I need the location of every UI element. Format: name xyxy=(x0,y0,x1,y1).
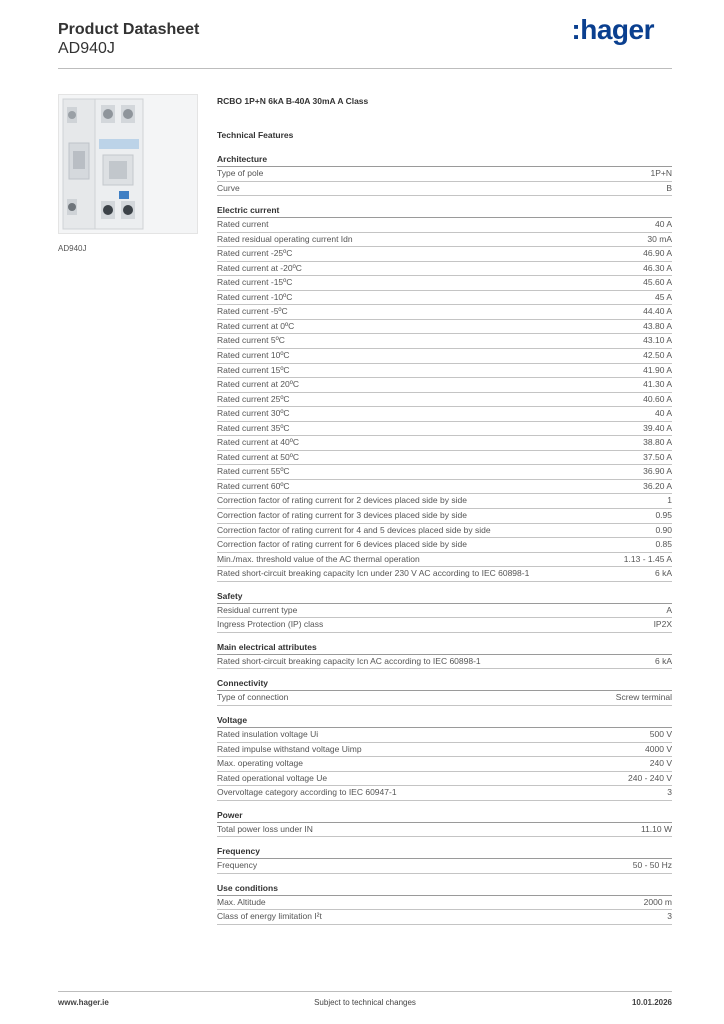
feature-row xyxy=(217,305,672,320)
feature-label: Rated current 30ºC xyxy=(217,408,290,419)
feature-row xyxy=(217,655,672,670)
feature-value: 38.80 A xyxy=(643,437,672,448)
feature-section xyxy=(217,809,672,838)
feature-value: 43.10 A xyxy=(643,335,672,346)
feature-label: Curve xyxy=(217,182,240,193)
feature-value: 36.20 A xyxy=(643,480,672,491)
product-image xyxy=(58,94,198,234)
feature-label: Rated current at 20ºC xyxy=(217,379,300,390)
feature-row xyxy=(217,567,672,582)
feature-row xyxy=(217,524,672,539)
feature-row xyxy=(217,276,672,291)
feature-value: 45.60 A xyxy=(643,277,672,288)
feature-row xyxy=(217,218,672,233)
page-footer xyxy=(58,998,672,1010)
feature-row xyxy=(217,436,672,451)
feature-label: Rated operational voltage Ue xyxy=(217,772,328,783)
feature-value: 37.50 A xyxy=(643,451,672,462)
feature-row xyxy=(217,553,672,568)
feature-value: Screw terminal xyxy=(615,692,672,703)
feature-row xyxy=(217,291,672,306)
feature-label: Rated short-circuit breaking capacity Icn under 230 V AC according to IEC 60898-1 xyxy=(217,568,530,579)
feature-row xyxy=(217,182,672,197)
feature-row xyxy=(217,691,672,706)
feature-label: Rated current 15ºC xyxy=(217,364,290,375)
feature-row xyxy=(217,167,672,182)
feature-row xyxy=(217,538,672,553)
feature-section xyxy=(217,590,672,633)
feature-label: Correction factor of rating current for 3 devices placed side by side xyxy=(217,510,467,521)
footer-date: 10.01.2026 xyxy=(631,998,672,1007)
feature-row xyxy=(217,465,672,480)
feature-value: 40 A xyxy=(654,219,672,230)
feature-value: 41.30 A xyxy=(643,379,672,390)
section-title: Architecture xyxy=(217,153,672,167)
feature-row xyxy=(217,786,672,801)
section-title: Main electrical attributes xyxy=(217,641,672,655)
feature-row xyxy=(217,823,672,838)
feature-label: Rated current at 50ºC xyxy=(217,451,300,462)
feature-value: 4000 V xyxy=(645,743,672,754)
feature-value: A xyxy=(666,604,672,615)
feature-label: Rated current 35ºC xyxy=(217,422,290,433)
product-code: AD940J xyxy=(58,40,115,57)
feature-row xyxy=(217,494,672,509)
feature-row xyxy=(217,451,672,466)
feature-row xyxy=(217,334,672,349)
feature-row xyxy=(217,618,672,633)
feature-label: Rated impulse withstand voltage Uimp xyxy=(217,743,362,754)
image-caption: AD940J xyxy=(58,244,87,253)
feature-row xyxy=(217,910,672,925)
technical-features-title: Technical Features xyxy=(217,130,294,140)
feature-section xyxy=(217,845,672,874)
feature-row xyxy=(217,772,672,787)
feature-row xyxy=(217,378,672,393)
page-header xyxy=(58,20,199,58)
feature-value: IP2X xyxy=(653,619,672,630)
section-title: Use conditions xyxy=(217,882,672,896)
feature-value: 0.90 xyxy=(655,524,672,535)
footer-divider xyxy=(58,991,672,992)
feature-value: 11.10 W xyxy=(640,823,672,834)
feature-row xyxy=(217,743,672,758)
feature-row xyxy=(217,604,672,619)
feature-label: Rated insulation voltage Ui xyxy=(217,728,319,739)
feature-row xyxy=(217,896,672,911)
feature-value: 46.90 A xyxy=(643,248,672,259)
feature-label: Class of energy limitation I²t xyxy=(217,911,322,922)
document-title: Product Datasheet xyxy=(58,21,200,38)
feature-label: Type of connection xyxy=(217,692,289,703)
feature-label: Rated current 60ºC xyxy=(217,480,290,491)
feature-value: 3 xyxy=(667,911,672,922)
feature-value: 39.40 A xyxy=(643,422,672,433)
feature-row xyxy=(217,393,672,408)
feature-row xyxy=(217,859,672,874)
section-title: Safety xyxy=(217,590,672,604)
feature-value: 3 xyxy=(667,787,672,798)
feature-section xyxy=(217,677,672,706)
feature-value: 30 mA xyxy=(647,233,672,244)
feature-value: 1P+N xyxy=(650,168,672,178)
hager-logo: :hager xyxy=(571,14,654,45)
feature-row xyxy=(217,233,672,248)
feature-row xyxy=(217,247,672,262)
feature-section xyxy=(217,153,672,196)
feature-value: 45 A xyxy=(654,291,672,302)
footer-website: www.hager.ie xyxy=(58,998,109,1007)
feature-value: B xyxy=(666,182,672,193)
feature-label: Rated current -15ºC xyxy=(217,277,293,288)
feature-label: Rated current 55ºC xyxy=(217,466,290,477)
feature-label: Correction factor of rating current for 2 devices placed side by side xyxy=(217,495,467,506)
feature-value: 1 xyxy=(667,495,672,506)
feature-label: Type of pole xyxy=(217,168,264,178)
feature-row xyxy=(217,407,672,422)
feature-label: Rated current 5ºC xyxy=(217,335,285,346)
section-title: Electric current xyxy=(217,204,672,218)
feature-row xyxy=(217,757,672,772)
feature-label: Correction factor of rating current for 6 devices placed side by side xyxy=(217,539,467,550)
feature-label: Rated current at 40ºC xyxy=(217,437,300,448)
section-title: Power xyxy=(217,809,672,823)
feature-sections xyxy=(217,153,672,925)
feature-label: Rated current at 0ºC xyxy=(217,320,295,331)
feature-value: 0.85 xyxy=(655,539,672,550)
feature-row xyxy=(217,364,672,379)
section-title: Voltage xyxy=(217,714,672,728)
feature-value: 40.60 A xyxy=(643,393,672,404)
feature-label: Overvoltage category according to IEC 60947-1 xyxy=(217,787,397,798)
section-title: Connectivity xyxy=(217,677,672,691)
feature-section xyxy=(217,714,672,801)
feature-label: Total power loss under IN xyxy=(217,823,313,834)
feature-label: Max. Altitude xyxy=(217,896,266,907)
feature-row xyxy=(217,728,672,743)
feature-value: 240 V xyxy=(649,758,672,769)
feature-label: Rated current -10ºC xyxy=(217,291,293,302)
feature-label: Rated current 10ºC xyxy=(217,350,290,361)
feature-row xyxy=(217,349,672,364)
feature-value: 36.90 A xyxy=(643,466,672,477)
feature-section xyxy=(217,641,672,670)
feature-value: 44.40 A xyxy=(643,306,672,317)
feature-label: Max. operating voltage xyxy=(217,758,303,769)
feature-label: Ingress Protection (IP) class xyxy=(217,619,324,630)
feature-label: Rated current 25ºC xyxy=(217,393,290,404)
feature-label: Rated current -5ºC xyxy=(217,306,288,317)
feature-value: 2000 m xyxy=(643,896,672,907)
feature-value: 43.80 A xyxy=(643,320,672,331)
feature-value: 50 - 50 Hz xyxy=(632,860,672,871)
feature-row xyxy=(217,480,672,495)
feature-label: Correction factor of rating current for 4 and 5 devices placed side by side xyxy=(217,524,491,535)
feature-value: 46.30 A xyxy=(643,262,672,273)
feature-value: 6 kA xyxy=(654,655,672,666)
feature-label: Rated short-circuit breaking capacity Icn AC according to IEC 60898-1 xyxy=(217,655,481,666)
feature-value: 42.50 A xyxy=(643,350,672,361)
feature-row xyxy=(217,509,672,524)
feature-value: 500 V xyxy=(649,728,672,739)
footer-notice: Subject to technical changes xyxy=(314,998,416,1007)
feature-label: Rated current at -20ºC xyxy=(217,262,302,273)
feature-row xyxy=(217,320,672,335)
section-title: Frequency xyxy=(217,845,672,859)
feature-section xyxy=(217,204,672,582)
feature-value: 0.95 xyxy=(655,510,672,521)
feature-label: Rated residual operating current Idn xyxy=(217,233,353,244)
feature-value: 6 kA xyxy=(654,568,672,579)
feature-label: Min./max. threshold value of the AC thermal operation xyxy=(217,553,420,564)
feature-label: Rated current xyxy=(217,219,269,230)
feature-label: Frequency xyxy=(217,860,258,871)
feature-row xyxy=(217,422,672,437)
feature-section xyxy=(217,882,672,925)
feature-value: 41.90 A xyxy=(643,364,672,375)
feature-value: 240 - 240 V xyxy=(628,772,672,783)
rcbo-device-icon xyxy=(59,95,197,233)
feature-row xyxy=(217,262,672,277)
feature-label: Rated current -25ºC xyxy=(217,248,293,259)
header-divider xyxy=(58,68,672,69)
feature-label: Residual current type xyxy=(217,604,298,615)
feature-value: 40 A xyxy=(654,408,672,419)
datasheet-content xyxy=(217,94,672,925)
product-name: RCBO 1P+N 6kA B-40A 30mA A Class xyxy=(217,96,369,106)
feature-value: 1.13 - 1.45 A xyxy=(623,553,672,564)
